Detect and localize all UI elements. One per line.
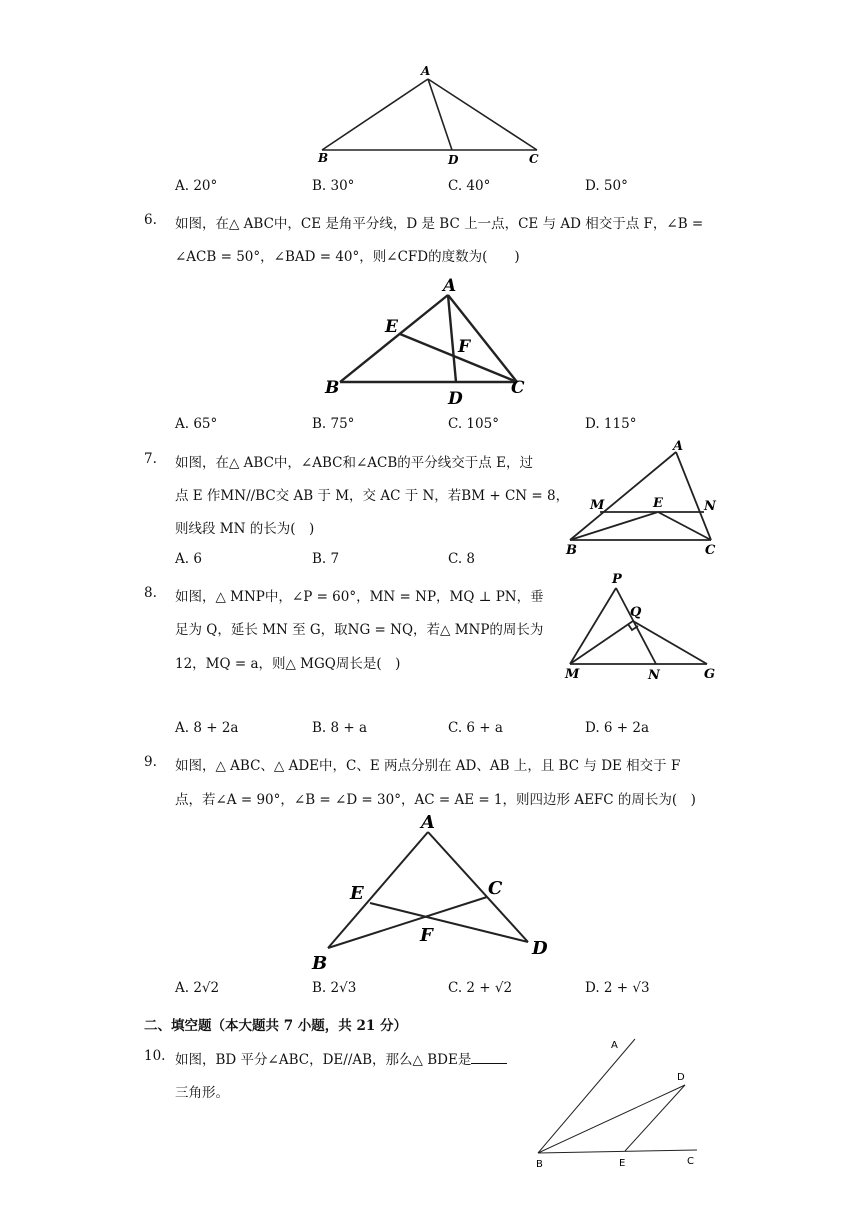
q9-label-c: C	[488, 878, 503, 899]
q8-label-g: G	[704, 667, 716, 682]
q5-option-a[interactable]: A. 20°	[175, 178, 218, 194]
q10-label-b: B	[536, 1159, 543, 1170]
q7-label-a: A	[673, 439, 684, 454]
q9-label-d: D	[532, 938, 548, 959]
q8-option-b[interactable]: B. 8 + a	[312, 720, 368, 736]
q8-label-n: N	[648, 668, 660, 683]
q6-option-c[interactable]: C. 105°	[448, 416, 499, 432]
q6-label-f: F	[458, 337, 471, 357]
q6-label-e: E	[385, 317, 398, 337]
q7-number: 7.	[144, 451, 157, 467]
q5-label-a: A	[421, 64, 431, 78]
q9-label-e: E	[350, 883, 364, 904]
q9-text-line1: 如图，△ ABC、△ ADE中，C、E 两点分别在 AD、AB 上，且 BC 与 DE 相交于 F	[175, 758, 681, 774]
q8-text-line1: 如图，△ MNP中，∠P = 60°，MN = NP，MQ ⊥ PN，垂	[175, 589, 544, 605]
q8-text-line3: 12，MQ = a，则△ MGQ周长是( )	[175, 656, 401, 672]
q5-label-c: C	[529, 152, 539, 166]
q8-option-a[interactable]: A. 8 + 2a	[175, 720, 239, 736]
q6-option-a[interactable]: A. 65°	[175, 416, 218, 432]
q10-number: 10.	[144, 1048, 166, 1064]
q9-label-f: F	[420, 925, 433, 946]
q7-label-n: N	[704, 499, 716, 514]
q10-label-d: D	[677, 1072, 685, 1083]
q9-option-a[interactable]: A. 2√2	[175, 980, 220, 996]
q10-text-line2: 三角形。	[175, 1085, 229, 1101]
q5-label-b: B	[318, 151, 329, 165]
q8-text-line2: 足为 Q，延长 MN 至 G，取NG = NQ，若△ MNP的周长为	[175, 622, 544, 638]
q8-label-q: Q	[630, 605, 642, 620]
q6-label-c: C	[511, 378, 525, 398]
q10-label-a: A	[611, 1040, 618, 1051]
q7-label-c: C	[705, 543, 716, 558]
q5-option-d[interactable]: D. 50°	[585, 178, 628, 194]
q6-label-d: D	[448, 389, 463, 409]
q6-text-line2: ∠ACB = 50°，∠BAD = 40°，则∠CFD的度数为( )	[175, 249, 520, 265]
q7-text-line1: 如图，在△ ABC中，∠ABC和∠ACB的平分线交于点 E，过	[175, 455, 533, 471]
q7-text-line2: 点 E 作MN//BC交 AB 于 M，交 AC 于 N，若BM + CN = 8，	[175, 488, 570, 504]
q8-number: 8.	[144, 585, 157, 601]
q7-option-c[interactable]: C. 8	[448, 551, 476, 567]
q6-label-a: A	[443, 276, 457, 296]
q8-option-d[interactable]: D. 6 + 2a	[585, 720, 650, 736]
q6-label-b: B	[325, 378, 340, 398]
q6-option-b[interactable]: B. 75°	[312, 416, 355, 432]
q6-number: 6.	[144, 212, 157, 228]
q7-label-e: E	[653, 496, 663, 511]
q9-text-line2: 点，若∠A = 90°，∠B = ∠D = 30°，AC = AE = 1，则四边形 AEFC 的周长为( )	[175, 792, 696, 808]
q9-label-a: A	[421, 812, 435, 833]
q7-text-line3: 则线段 MN 的长为( )	[175, 521, 315, 537]
q10-label-e: E	[619, 1158, 626, 1169]
q8-option-c[interactable]: C. 6 + a	[448, 720, 503, 736]
q7-label-b: B	[566, 543, 577, 558]
q7-option-b[interactable]: B. 7	[312, 551, 340, 567]
q6-text-line1: 如图，在△ ABC中，CE 是角平分线，D 是 BC 上一点，CE 与 AD 相交于点 F，∠B =	[175, 216, 704, 232]
q7-label-m: M	[590, 498, 605, 513]
q10-text-line1: 如图，BD 平分∠ABC，DE//AB，那么△ BDE是	[175, 1052, 472, 1068]
q8-label-p: P	[612, 572, 622, 587]
q8-label-m: M	[565, 667, 580, 682]
q7-option-a[interactable]: A. 6	[175, 551, 202, 567]
q9-option-c[interactable]: C. 2 + √2	[448, 980, 513, 996]
q10-label-c: C	[687, 1156, 694, 1167]
q9-label-b: B	[312, 953, 328, 974]
q9-option-b[interactable]: B. 2√3	[312, 980, 357, 996]
q5-option-b[interactable]: B. 30°	[312, 178, 355, 194]
section-heading-fill-in: 二、填空题（本大题共 7 小题，共 21 分）	[144, 1018, 407, 1034]
q5-option-c[interactable]: C. 40°	[448, 178, 491, 194]
q6-option-d[interactable]: D. 115°	[585, 416, 637, 432]
q9-number: 9.	[144, 754, 157, 770]
q9-option-d[interactable]: D. 2 + √3	[585, 980, 650, 996]
q5-label-d: D	[448, 153, 459, 167]
